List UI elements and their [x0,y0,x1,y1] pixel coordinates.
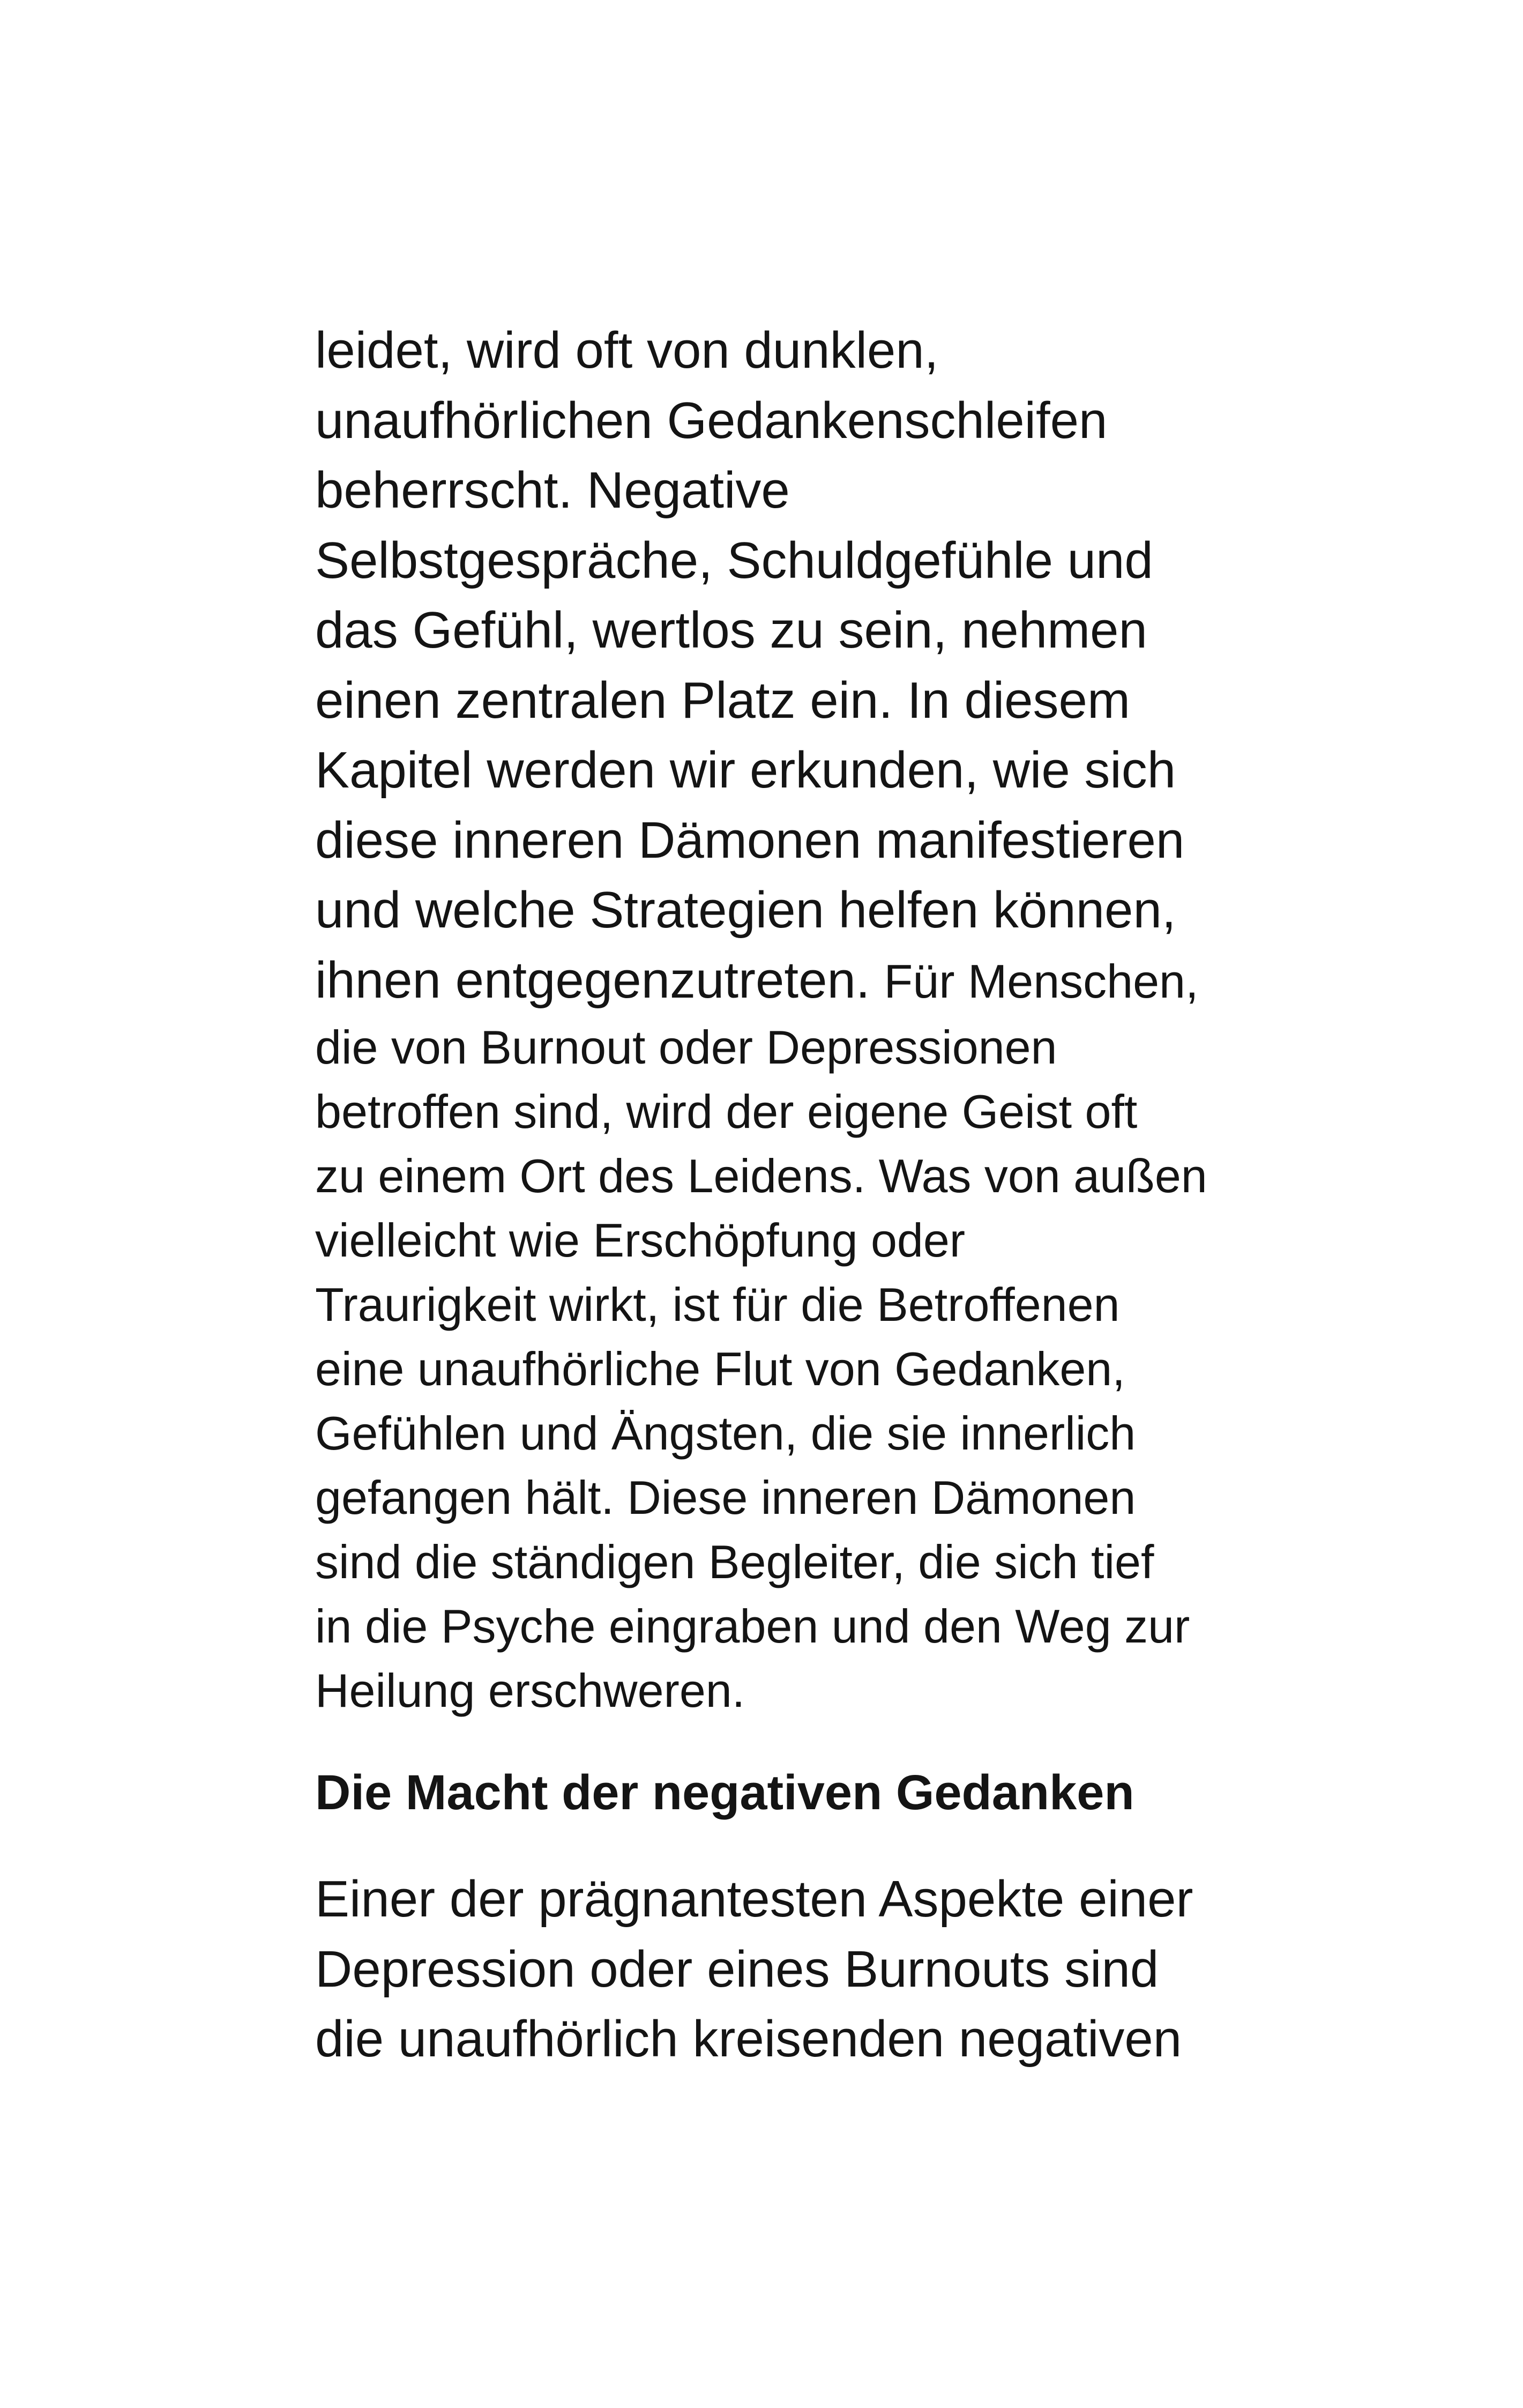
text-line: die von Burnout oder Depressionen [315,1021,1057,1074]
text-line: zu einem Ort des Leidens. Was von außen [315,1149,1207,1202]
text-line: leidet, wird oft von dunklen, [315,322,939,379]
text-line: Selbstgespräche, Schuldgefühle und [315,531,1153,589]
text-line-mixed [315,946,1280,1016]
text-line: einen zentralen Platz ein. In diesem [315,671,1130,729]
text-line: vielleicht wie Erschöpfung oder [315,1214,966,1267]
text-line: eine unaufhörliche Flut von Gedanken, [315,1342,1125,1395]
body-text [315,316,1280,2075]
text-line: betroffen sind, wird der eigene Geist oft [315,1085,1138,1138]
text-line: in die Psyche eingraben und den Weg zur [315,1600,1190,1653]
section-heading: Die Macht der negativen Gedanken [315,1765,1134,1820]
paragraph [315,1864,1280,2075]
text-line: beherrscht. Negative [315,462,790,519]
text-line: gefangen hält. Diese inneren Dämonen [315,1471,1136,1524]
text-line: sind die ständigen Begleiter, die sich tief [315,1535,1154,1588]
text-line: die unaufhörlich kreisenden negativen [315,2010,1182,2068]
text-line: Kapitel werden wir erkunden, wie sich [315,741,1176,799]
text-segment-small: Für Menschen, [884,954,1199,1008]
text-line: das Gefühl, wertlos zu sein, nehmen [315,601,1147,659]
text-line: diese inneren Dämonen manifestieren [315,811,1185,869]
text-line: Traurigkeit wirkt, ist für die Betroffenen [315,1278,1120,1331]
text-line: unaufhörlichen Gedankenschleifen [315,391,1108,449]
text-line: Heilung erschweren. [315,1664,745,1717]
paragraph [315,316,1280,1723]
text-segment-large: ihnen entgegenzutreten. [315,951,870,1009]
text-line: und welche Strategien helfen können, [315,881,1176,939]
text-line: Einer der prägnantesten Aspekte einer [315,1870,1193,1928]
text-line: Depression oder eines Burnouts sind [315,1940,1159,1998]
text-line: Gefühlen und Ängsten, die sie innerlich [315,1407,1136,1460]
